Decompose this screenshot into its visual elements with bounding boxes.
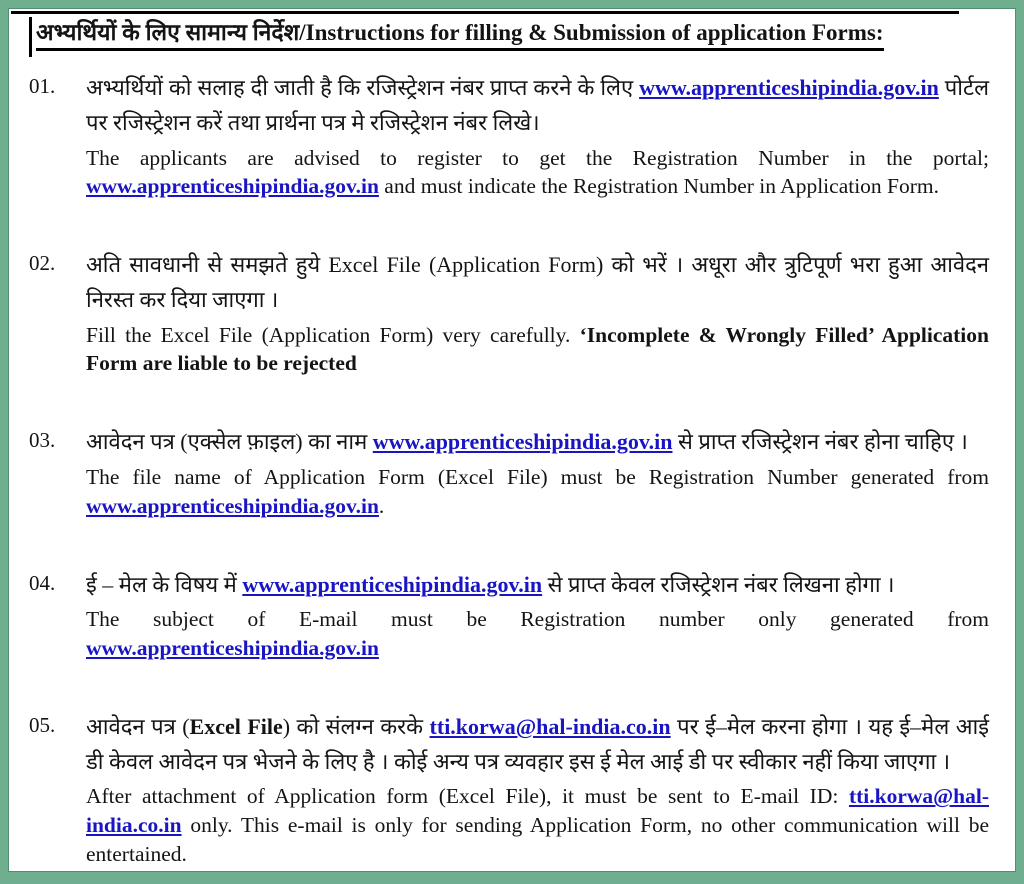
- hindi-paragraph: [86, 710, 989, 780]
- instruction-item-02: [29, 248, 989, 378]
- text-segment: and must indicate the Registration Number in Application Form.: [378, 174, 940, 199]
- text-segment: अति सावधानी से समझते हुये Excel File (Application Form) को भरें । अधूरा और त्रुटिपूर्ण भरा हुआ आवेदन निरस्त कर दिया जाएगा ।: [86, 252, 989, 312]
- item-content: [86, 710, 989, 869]
- apprenticeship-portal-link[interactable]: www.apprenticeshipindia.gov.in: [242, 571, 543, 597]
- text-segment: The file name of Application Form (Excel File) must be Registration Number generated from: [86, 464, 989, 489]
- text-segment: The subject of E-mail must be Registration number only generated from: [86, 607, 989, 632]
- apprenticeship-portal-link[interactable]: www.apprenticeshipindia.gov.in: [372, 429, 673, 455]
- text-segment: Fill the Excel File (Application Form) very carefully.: [86, 322, 580, 347]
- apprenticeship-portal-link[interactable]: www.apprenticeshipindia.gov.in: [86, 636, 379, 661]
- document-page: [8, 8, 1016, 872]
- text-segment: आवेदन पत्र (: [86, 713, 190, 739]
- hindi-paragraph: [86, 568, 989, 603]
- item-content: [86, 568, 989, 663]
- top-border-line: [11, 11, 959, 14]
- item-number: 04.: [29, 570, 56, 595]
- page-title-text: अभ्यर्थियों के लिए सामान्य निर्देश/Instructions for filling & Submission of application Forms:: [36, 20, 884, 51]
- text-segment: only. This e-mail is only for sending Application Form, no other communication will be entertained.: [86, 813, 989, 866]
- hindi-paragraph: [86, 248, 989, 318]
- apprenticeship-portal-link[interactable]: www.apprenticeshipindia.gov.in: [639, 75, 939, 100]
- english-paragraph: [86, 605, 989, 663]
- page-title: [36, 17, 884, 48]
- rejection-warning-text: ‘Incomplete & Wrongly Filled’ Application Form are liable to be rejected: [86, 322, 989, 376]
- text-segment: After attachment of Application form (Excel File), it must be sent to E-mail ID:: [86, 784, 849, 809]
- text-segment: अभ्यर्थियों को सलाह दी जाती है कि रजिस्ट्रेशन नंबर प्राप्त करने के लिए: [86, 75, 640, 100]
- apprenticeship-portal-link[interactable]: www.apprenticeshipindia.gov.in: [86, 493, 379, 518]
- hal-email-link[interactable]: tti.korwa@hal-india.co.in: [429, 713, 671, 739]
- item-number: 05.: [29, 712, 56, 737]
- instruction-item-04: [29, 568, 989, 663]
- instruction-item-03: [29, 425, 989, 520]
- instruction-item-01: [29, 71, 989, 201]
- text-segment: The applicants are advised to register to get the Registration Number in the portal;: [86, 145, 989, 170]
- hindi-paragraph: [86, 425, 989, 460]
- english-paragraph: [86, 782, 989, 868]
- text-segment: .: [378, 493, 385, 518]
- instruction-item-05: [29, 710, 989, 869]
- english-paragraph: [86, 463, 989, 521]
- text-segment: से प्राप्त केवल रजिस्ट्रेशन नंबर लिखना होगा ।: [542, 571, 895, 597]
- text-segment: पर ई–मेल करना होगा । यह ई–मेल आई डी केवल आवेदन पत्र भेजने के लिए है । कोई अन्य पत्र व्यवहार इस ई मेल आई डी पर स्वीकार नहीं किया जाएगा ।: [86, 713, 990, 774]
- english-paragraph: [86, 144, 989, 202]
- item-number: 02.: [29, 251, 56, 276]
- text-segment: पोर्टल पर रजिस्ट्रेशन करें तथा प्रार्थना पत्र मे रजिस्ट्रेशन नंबर लिखे।: [86, 75, 989, 135]
- apprenticeship-portal-link[interactable]: www.apprenticeshipindia.gov.in: [86, 174, 379, 199]
- item-content: [86, 71, 989, 201]
- item-content: [86, 248, 989, 378]
- hindi-paragraph: [86, 71, 989, 141]
- text-segment: ई – मेल के विषय में: [86, 571, 243, 597]
- text-segment: ) को संलग्न करके: [282, 713, 430, 739]
- item-number: 03.: [29, 428, 56, 453]
- text-segment: आवेदन पत्र (एक्सेल फ़ाइल) का नाम: [86, 429, 373, 455]
- excel-file-label: Excel File: [189, 713, 283, 739]
- english-paragraph: [86, 321, 989, 379]
- title-left-border-line: [29, 17, 32, 57]
- title-row: [29, 17, 989, 57]
- hal-email-link[interactable]: tti.korwa@hal-india.co.in: [86, 784, 989, 838]
- item-number: 01.: [29, 74, 56, 98]
- text-segment: से प्राप्त रजिस्ट्रेशन नंबर होना चाहिए ।: [672, 429, 968, 455]
- item-content: [86, 425, 989, 520]
